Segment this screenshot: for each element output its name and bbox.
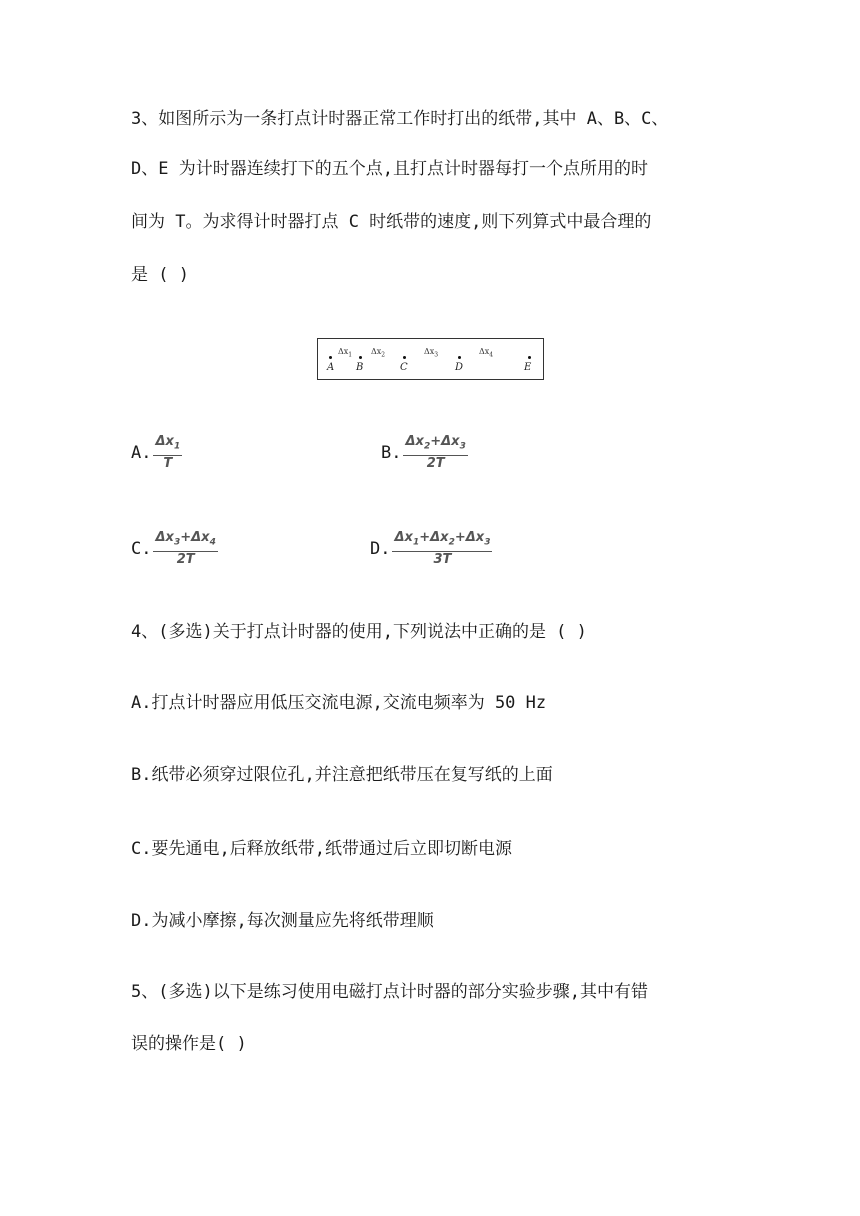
q4-stem: 4、(多选)关于打点计时器的使用,下列说法中正确的是 ( ) xyxy=(131,622,587,642)
option-d-label: D. xyxy=(370,539,391,560)
q5-stem-line-1: 5、(多选)以下是练习使用电磁打点计时器的部分实验步骤,其中有错 xyxy=(131,982,648,1002)
option-c-denominator: 2T xyxy=(176,552,195,568)
option-d-fraction xyxy=(392,530,492,568)
interval-1-label: $\Delta x_1$ xyxy=(338,347,353,359)
paper-tape-figure xyxy=(317,338,544,380)
point-a-dot xyxy=(329,356,332,359)
option-d-numerator: $\Delta x_1+\Delta x_2+\Delta x_3$ xyxy=(394,530,491,548)
option-a-denominator: T xyxy=(163,456,173,472)
point-a-label: A xyxy=(327,362,335,373)
option-a-fraction xyxy=(153,434,182,472)
q3-stem-line-2: D、E 为计时器连续打下的五个点,且打点计时器每打一个点所用的时 xyxy=(131,159,648,179)
q4-option-c[interactable]: C.要先通电,后释放纸带,纸带通过后立即切断电源 xyxy=(131,839,512,859)
interval-3-label: $\Delta x_3$ xyxy=(424,347,439,359)
option-c-label: C. xyxy=(131,539,152,560)
point-b-dot xyxy=(359,356,362,359)
point-d-dot xyxy=(458,356,461,359)
option-b-label: B. xyxy=(381,443,402,464)
option-b-fraction xyxy=(403,434,467,472)
interval-4-label: $\Delta x_4$ xyxy=(479,347,494,359)
point-b-label: B xyxy=(356,362,364,373)
q3-option-d[interactable] xyxy=(370,530,492,568)
q3-stem-line-3: 间为 T。为求得计时器打点 C 时纸带的速度,则下列算式中最合理的 xyxy=(131,212,652,232)
point-c-dot xyxy=(403,356,406,359)
point-c-label: C xyxy=(400,362,408,373)
point-e-label: E xyxy=(524,362,532,373)
option-a-label: A. xyxy=(131,443,152,464)
q4-option-a[interactable]: A.打点计时器应用低压交流电源,交流电频率为 50 Hz xyxy=(131,693,547,713)
point-e-dot xyxy=(528,356,531,359)
point-d-label: D xyxy=(455,362,464,373)
option-c-numerator: $\Delta x_3+\Delta x_4$ xyxy=(155,530,216,548)
q3-option-c[interactable] xyxy=(131,530,218,568)
option-d-denominator: 3T xyxy=(433,552,452,568)
q4-option-d[interactable]: D.为减小摩擦,每次测量应先将纸带理顺 xyxy=(131,911,434,931)
option-b-numerator: $\Delta x_2+\Delta x_3$ xyxy=(405,434,466,452)
option-c-fraction xyxy=(153,530,217,568)
q3-stem-line-4: 是 ( ) xyxy=(131,265,189,285)
q3-stem-line-1: 3、如图所示为一条打点计时器正常工作时打出的纸带,其中 A、B、C、 xyxy=(131,109,669,129)
q4-option-b[interactable]: B.纸带必须穿过限位孔,并注意把纸带压在复写纸的上面 xyxy=(131,765,553,785)
option-a-numerator: $\Delta x_1$ xyxy=(155,434,181,452)
option-b-denominator: 2T xyxy=(426,456,445,472)
q3-option-a[interactable] xyxy=(131,434,182,472)
q5-stem-line-2: 误的操作是( ) xyxy=(131,1034,247,1054)
interval-2-label: $\Delta x_2$ xyxy=(371,347,386,359)
q3-option-b[interactable] xyxy=(381,434,468,472)
